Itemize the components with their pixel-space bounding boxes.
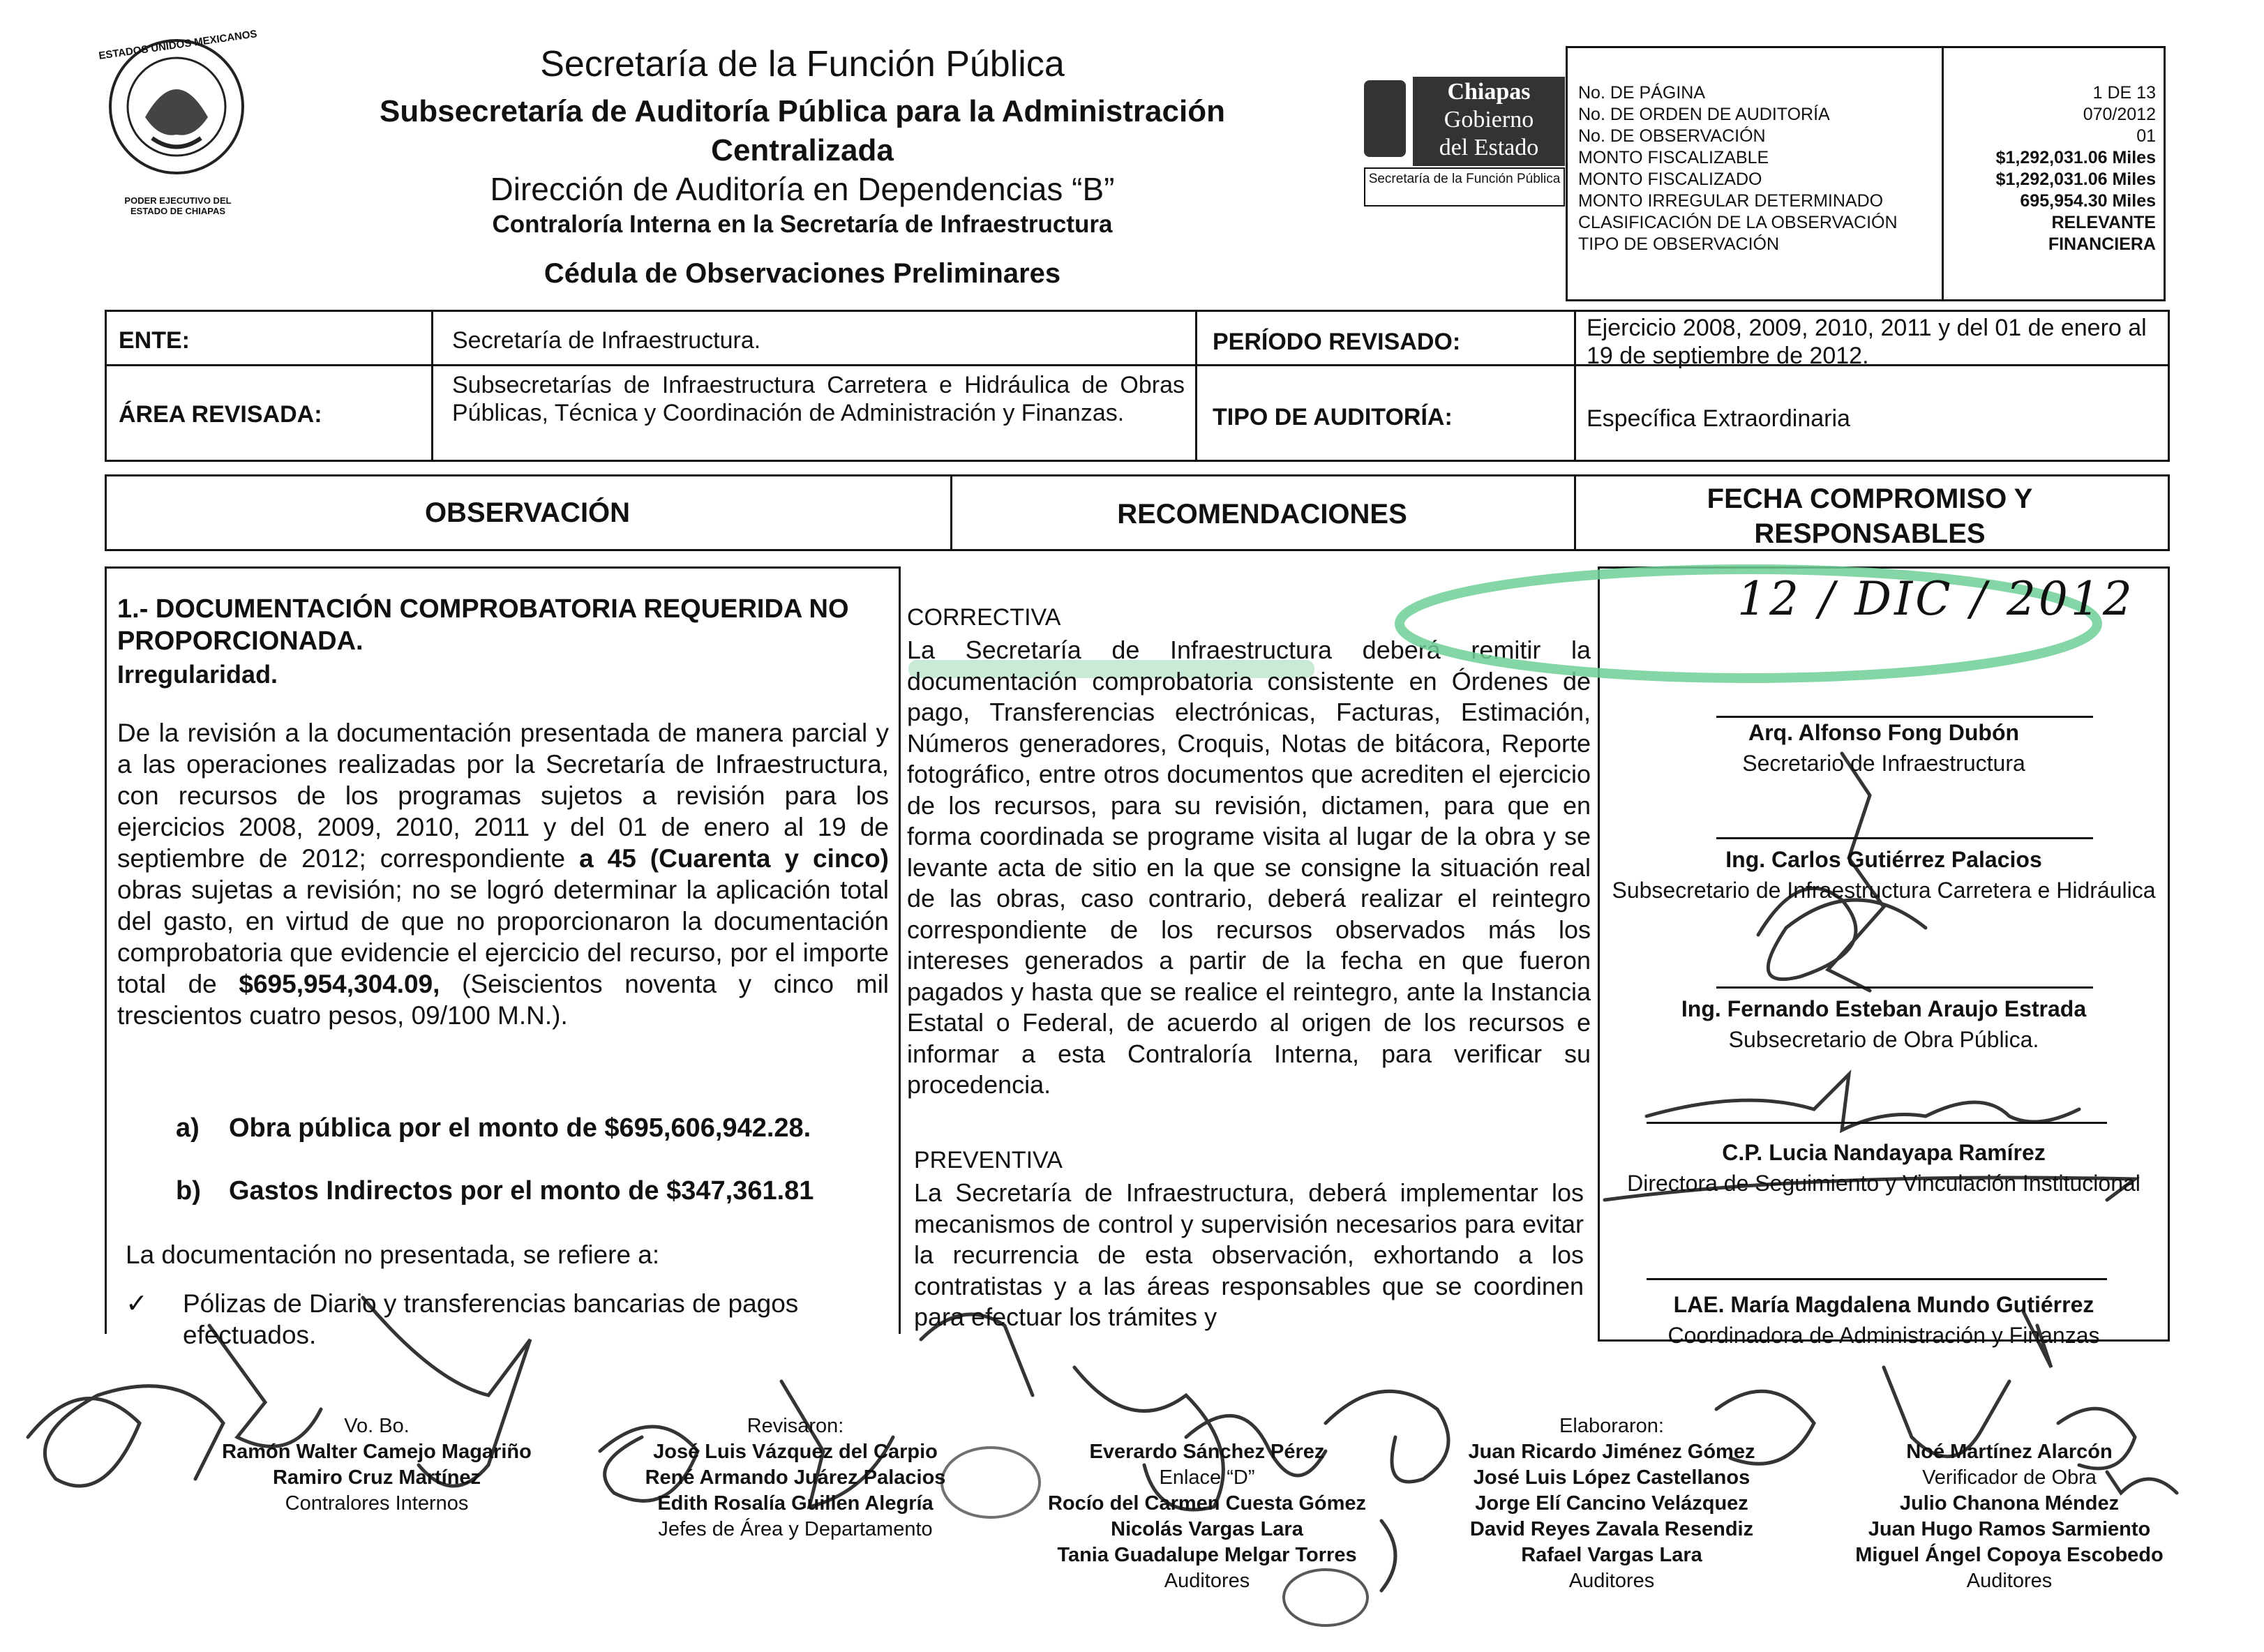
revisaron-name: José Luis Vázquez del Carpio [653,1441,938,1463]
column-fecha-responsables: FECHA COMPROMISO Y RESPONSABLES [1707,483,2033,549]
paragraph-part: obras sujetas a revisión; no se logró determinar la aplicación total del gasto, en virtud de que no proporcionaron la documentación comprobatoria que evidencie el ejercicio del recurso, por el importe total de [117,876,889,998]
observation-note: La documentación no presentada, se refiere a: [126,1240,660,1269]
revisaron-role: Jefes de Área y Departamento [658,1518,933,1540]
info-label: MONTO FISCALIZADO [1578,170,1762,189]
logo-line-3: del Estado [1439,135,1539,160]
auditor-name: Juan Hugo Ramos Sarmiento [1868,1518,2151,1540]
auditor-name: Tania Guadalupe Melgar Torres [1057,1544,1357,1566]
correctiva-part: consistente en Órdenes de pago, Transferencias electrónicas, Facturas, Estimación, Números generadores, Croquis, Notas de bitácora, Reporte fotográfico, entre otros documentos que acrediten el ejercicio de los recursos, para su revisión, dictamen, para que en forma coordinada se programe visita al lugar de la obra y se levante acta de sitio en la que se consigne la situación real de las obras, caso contrario, deberá realizar el reintegro correspondiente de los recursos observados más los intereses generados a partir de la fecha en que fueron pagados y hasta que se realice el reintegro, ante la Instancia Estatal o Federal, de acuerdo al origen de los recursos e informar a esta Contraloría Interna, para verificar su procedencia. [907,666,1591,1099]
item-a-text: Obra pública por el monto de $695,606,942.28. [229,1113,811,1143]
responsable-title: Secretario de Infraestructura [1742,751,2025,776]
handwritten-date: 12 / DIC / 2012 [1737,572,2135,626]
vobo-role: Contralores Internos [285,1492,469,1515]
area-value: Subsecretarías de Infraestructura Carretera e Hidráulica de Obras Públicas, Técnica y Coordinación de Administración y Finanzas. [452,372,1185,426]
info-label: No. DE OBSERVACIÓN [1578,126,1766,146]
responsable-title: Directora de Seguimiento y Vinculación Institucional [1627,1171,2141,1196]
correctiva-label: CORRECTIVA [907,604,1061,631]
info-value: $1,292,031.06 Miles [1995,148,2156,167]
responsable-name: LAE. María Magdalena Mundo Gutiérrez [1673,1292,2094,1317]
responsable-name: C.P. Lucia Nandayapa Ramírez [1722,1140,2046,1165]
revisaron-name: Edith Rosalía Guillen Alegría [657,1492,934,1515]
item-b-label: b) [176,1176,201,1206]
vobo-name: Ramiro Cruz Martínez [272,1466,481,1489]
column-observacion: OBSERVACIÓN [424,497,631,528]
responsable-name: Ing. Fernando Esteban Araujo Estrada [1681,996,2087,1021]
page-subtitle: Subsecretaría de Auditoría Pública para la Administración Centralizada [380,94,1225,167]
verificador-name: Noé Martínez Alarcón [1906,1441,2113,1463]
responsable-name: Arq. Alfonso Fong Dubón [1748,720,2020,745]
item-a-label: a) [176,1113,200,1143]
info-label: TIPO DE OBSERVACIÓN [1578,234,1780,254]
vobo-label: Vo. Bo. [344,1415,410,1437]
page-title: Secretaría de la Función Pública [540,44,1065,84]
info-label: MONTO IRREGULAR DETERMINADO [1578,191,1884,211]
auditor-name: Rocío del Carmen Cuesta Gómez [1047,1492,1367,1515]
vobo-name: Ramón Walter Camejo Magariño [222,1441,532,1463]
direction-title: Dirección de Auditoría en Dependencias “B” [490,171,1115,207]
contraloria-title: Contraloría Interna en la Secretaría de Infraestructura [492,211,1113,238]
info-value: FINANCIERA [2048,234,2156,254]
elaboraron-name: José Luis López Castellanos [1473,1466,1751,1489]
seal-caption: PODER EJECUTIVO DEL ESTADO DE CHIAPAS [124,195,232,216]
preventiva-text: La Secretaría de Infraestructura, deberá implementar los mecanismos de control y supervisión necesarios para evitar la recurrencia de esta observación, exhortando a los contratistas y a las áreas responsables que se coordinen para efectuar los trámites y [914,1178,1584,1331]
auditores-role: Auditores [1164,1570,1250,1592]
check-icon: ✓ [126,1289,148,1319]
tipo-label: TIPO DE AUDITORÍA: [1213,404,1453,430]
elaboraron-name: David Reyes Zavala Resendiz [1469,1518,1754,1540]
logo-line-2: Gobierno [1444,107,1534,133]
logo-line-1: Chiapas [1447,79,1531,105]
ente-value: Secretaría de Infraestructura. [452,327,761,354]
ente-label: ENTE: [119,327,190,354]
periodo-value: Ejercicio 2008, 2009, 2010, 2011 y del 01 de enero al 19 de septiembre de 2012. [1587,315,2147,369]
auditor-name: Miguel Ángel Copoya Escobedo [1855,1544,2164,1566]
elaboraron-name: Juan Ricardo Jiménez Gómez [1468,1441,1755,1463]
observation-heading: 1.- DOCUMENTACIÓN COMPROBATORIA REQUERIDA NO PROPORCIONADA. [117,594,849,656]
observation-irregularidad: Irregularidad. [117,660,278,689]
info-value: 695,954.30 Miles [2020,191,2156,211]
preventiva-label: PREVENTIVA [914,1147,1063,1173]
info-label: CLASIFICACIÓN DE LA OBSERVACIÓN [1578,213,1898,232]
info-label: MONTO FISCALIZABLE [1578,148,1769,167]
elaboraron-role: Auditores [1568,1570,1655,1592]
cedula-title: Cédula de Observaciones Preliminares [543,258,1061,289]
item-b-text: Gastos Indirectos por el monto de $347,361.81 [229,1176,814,1206]
enlace-role: Enlace “D” [1159,1466,1255,1489]
responsable-title: Subsecretario de Infraestructura Carretera e Hidráulica [1612,878,2156,903]
elaboraron-name: Rafael Vargas Lara [1521,1544,1702,1566]
info-label: No. DE PÁGINA [1578,83,1705,103]
verificador-role: Verificador de Obra [1922,1466,2097,1489]
info-value: 1 DE 13 [2092,83,2156,103]
info-value: 01 [2136,126,2156,146]
paragraph-bold-obras: a 45 (Cuarenta y cinco) [579,844,889,873]
area-label: ÁREA REVISADA: [119,401,322,428]
correctiva-highlight: documentación comprobatoria [907,666,1253,696]
bullet-text: Pólizas de Diario y transferencias bancarias de pagos efectuados. [183,1289,799,1349]
info-value: $1,292,031.06 Miles [1995,170,2156,189]
responsable-title: Coordinadora de Administración y Finanzas [1667,1323,2100,1348]
paragraph-part: De la revisión a la documentación presentada de manera parcial y a las operaciones realizadas por la Secretaría de Infraestructura, con recursos de los programas sujetos a revisión para los ejercicios 2008, 2009, 2010, 2011 y del 01 de enero al 19 de septiembre de 2012; correspondiente [117,719,889,873]
seal-ring-text: ESTADOS UNIDOS MEXICANOS [98,28,258,62]
elaboraron-name: Jorge Elí Cancino Velázquez [1475,1492,1748,1515]
info-value: RELEVANTE [2051,213,2156,232]
info-label: No. DE ORDEN DE AUDITORÍA [1578,105,1830,124]
enlace-name: Everardo Sánchez Pérez [1089,1441,1325,1463]
auditor-name: Julio Chanona Méndez [1899,1492,2120,1515]
responsable-title: Subsecretario de Obra Pública. [1728,1027,2039,1052]
correctiva-part: La Secretaría de Infraestructura deberá remitir la [907,636,1591,664]
column-recomendaciones: RECOMENDACIONES [1117,499,1407,530]
auditor-name: Nicolás Vargas Lara [1111,1518,1303,1540]
auditores-role: Auditores [1966,1570,2053,1592]
revisaron-name: René Armando Juárez Palacios [645,1466,946,1489]
paragraph-bold-amount: $695,954,304.09, [239,970,440,998]
paragraph-part: (Seiscientos noventa y cinco mil trescientos cuatro pesos, 09/100 M.N.). [117,970,890,1030]
logo-caption: Secretaría de la Función Pública [1364,167,1565,206]
tipo-value: Específica Extraordinaria [1587,405,1850,432]
elaboraron-label: Elaboraron: [1559,1415,1664,1437]
periodo-label: PERÍODO REVISADO: [1213,329,1461,355]
info-value: 070/2012 [2083,105,2156,124]
revisaron-label: Revisaron: [747,1415,844,1437]
responsable-name: Ing. Carlos Gutiérrez Palacios [1725,847,2042,872]
